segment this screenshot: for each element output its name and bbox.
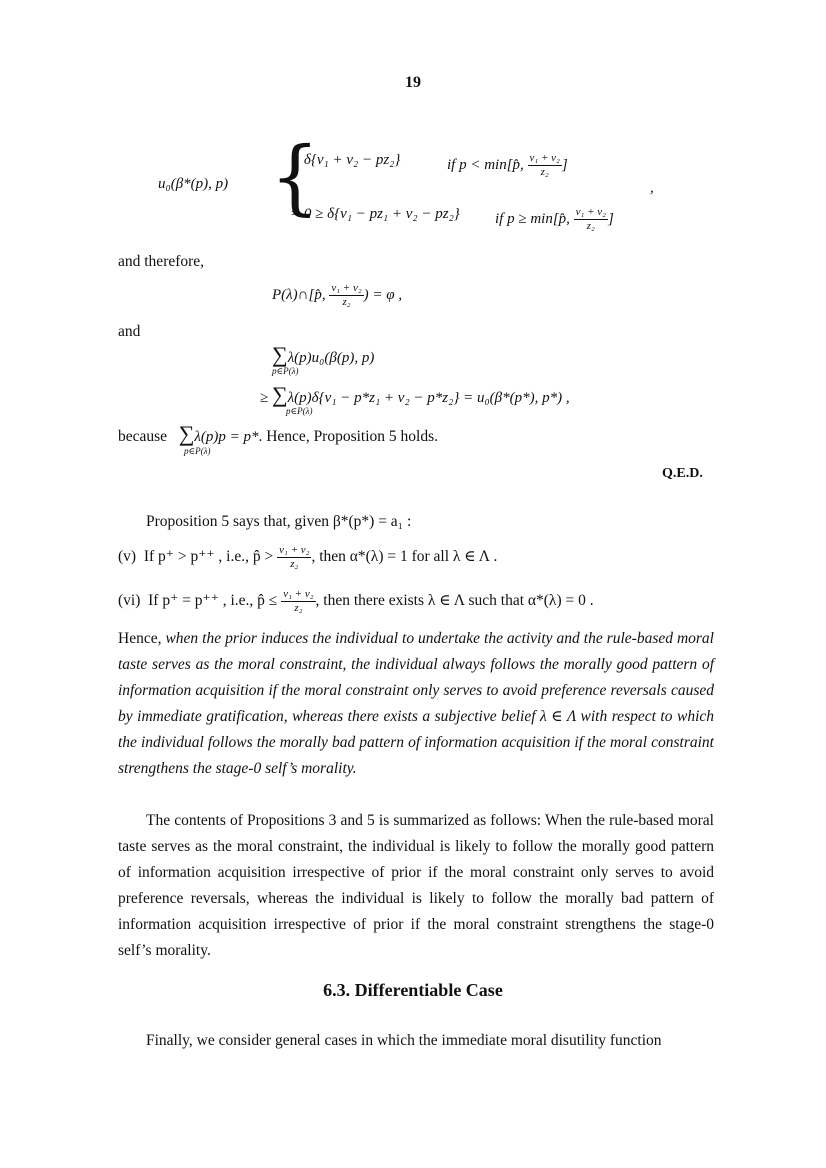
- hence-paragraph: Hence, when the prior induces the individual to undertake the activity and the rule-based moral taste serves as the moral constraint, the individual always follows the morally good pattern of information acquisition if the moral constraint only serves to avoid preference reversals caused by immediate gratification, whereas there exists a subjective belief λ ∈ Λ with respect to which the individual follows the morally bad pattern of information acquisition if the moral constraint strengthens the stage-0 self’s morality.: [118, 630, 714, 777]
- item-vi-fraction: $\frac{\text{v₁ + v₂}}{\text{z₂}}$: [283, 588, 314, 614]
- because-subscript: p∈P(λ): [184, 446, 211, 456]
- eq1-brace: {: [270, 129, 320, 225]
- eq1-comma: ,: [650, 180, 654, 196]
- qed-label: Q.E.D.: [662, 466, 703, 481]
- eq3-line2-subscript: p∈P(λ): [286, 406, 313, 416]
- section-heading: 6.3. Differentiable Case: [323, 980, 503, 1000]
- page-number: 19: [405, 74, 421, 91]
- final-paragraph: Finally, we consider general cases in which the immediate moral disutility function: [146, 1032, 662, 1049]
- eq3-line1: ∑λ(p)u₀(β(p), p): [272, 342, 375, 367]
- eq1-case1: = δ{v₁ + v₂ − pz₂}: [290, 152, 401, 168]
- eq1-case1-condition: if p < min[p̂, $\frac{\text{v₁ + v₂}}{\text{z₂}}$ ]: [447, 152, 568, 178]
- summary-paragraph: The contents of Propositions 3 and 5 is summarized as follows: When the rule-based moral taste serves as the moral constraint, the individual is likely to follow the morally good pattern of information acquisition irrespective of prior if the moral constraint only serves to avoid preference reversals, whereas the individual is likely to follow the morally bad pattern of information acquisition irrespective of prior if the moral constraint strengthens the stage-0 self’s morality.: [118, 812, 714, 959]
- item-vi: (vi) If p⁺ = p⁺⁺ , i.e., p̂ ≤ $\frac{\text{v₁ + v₂}}{\text{z₂}}$ , then there exists λ ∈ Λ such that α*(λ) = 0 .: [118, 588, 594, 614]
- eq1-case2: = 0 ≥ δ{v₁ − pz₁ + v₂ − pz₂}: [290, 206, 460, 222]
- eq3-line1-subscript: p∈P(λ): [272, 366, 299, 376]
- item-v: (v) If p⁺ > p⁺⁺ , i.e., p̂ > $\frac{\text{v₁ + v₂}}{\text{z₂}}$ , then α*(λ) = 1 for all λ ∈ Λ .: [118, 544, 498, 570]
- and-text: and: [118, 323, 141, 340]
- eq1-case2-condition: if p ≥ min[p̂, $\frac{\text{v₁ + v₂}}{\text{z₂}}$ ]: [495, 206, 614, 232]
- proposition-intro: Proposition 5 says that, given β*(p*) = a₁ :: [146, 513, 412, 530]
- eq1-case2-fraction: $\frac{\text{v₁ + v₂}}{\text{z₂}}$: [575, 206, 606, 232]
- eq3-line2: ≥ ∑λ(p)δ{v₁ − p*z₁ + v₂ − p*z₂} = u₀(β*(p*), p*) ,: [260, 382, 570, 407]
- eq1-case1-fraction: $\frac{\text{v₁ + v₂}}{\text{z₂}}$: [529, 152, 560, 178]
- eq2: P(λ)∩[p̂, $\frac{\text{v₁ + v₂}}{\text{z₂}}$ ) = φ ,: [272, 282, 403, 308]
- item-v-fraction: $\frac{\text{v₁ + v₂}}{\text{z₂}}$: [279, 544, 310, 570]
- and-therefore-text: and therefore,: [118, 253, 205, 270]
- eq1-lhs: u₀(β*(p), p): [158, 176, 229, 192]
- because-line: because ∑λ(p)p = p*. Hence, Proposition 5 holds.: [118, 421, 439, 446]
- eq2-fraction: $\frac{\text{v₁ + v₂}}{\text{z₂}}$: [331, 282, 362, 308]
